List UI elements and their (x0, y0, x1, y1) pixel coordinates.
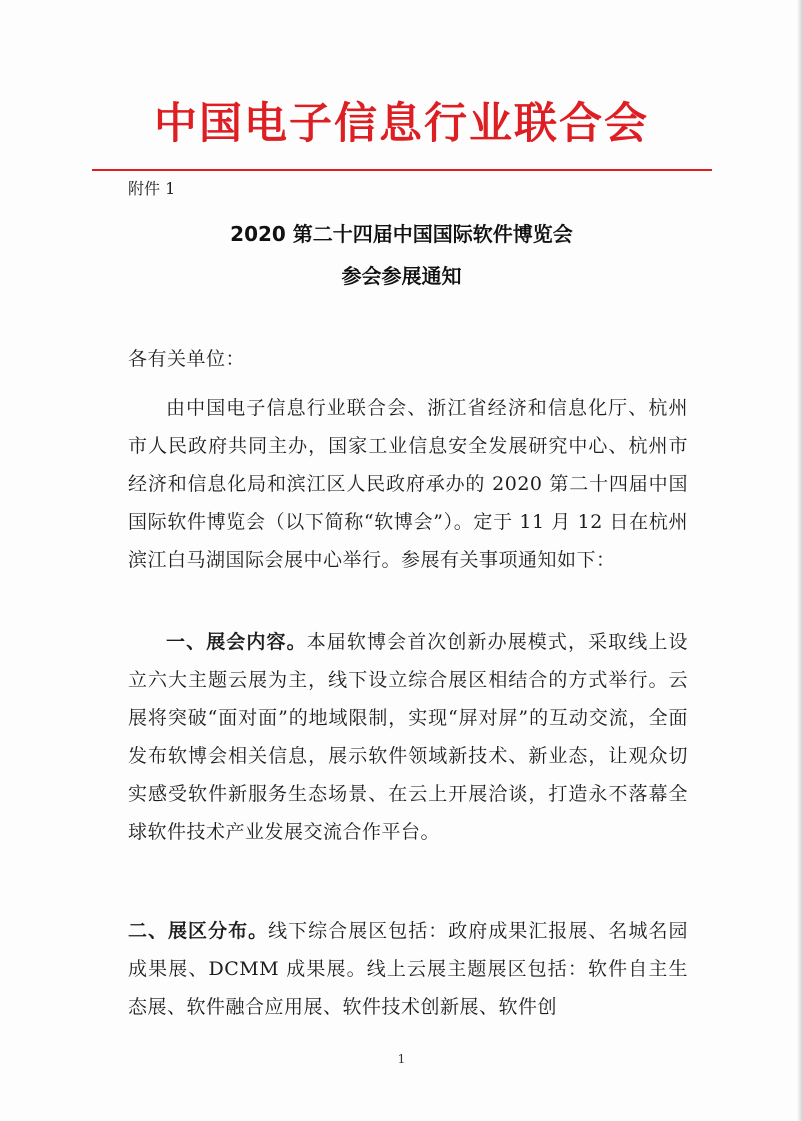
section-body-exhibition-areas: 线下综合展区包括：政府成果汇报展、名城名园成果展、DCMM 成果展。线上云展主题展区包括：软件自主生态展、软件融合应用展、软件技术创新展、软件创 (128, 920, 688, 1018)
attachment-label: 附件 1 (128, 179, 176, 198)
paragraph-exhibition-areas (128, 912, 688, 1026)
section-body-exhibition-content: 本届软博会首次创新办展模式，采取线上设立六大主题云展为主，线下设立综合展区相结合的方式举行。云展将突破“面对面”的地域限制，实现“屏对屏”的互动交流，全面发布软博会相关信息，展示软件领域新技术、新业态，让观众切实感受软件新服务生态场景、在云上开展洽谈，打造永不落幕全球软件技术产业发展交流合作平台。 (128, 631, 688, 843)
section-heading-exhibition-areas: 二、展区分布。 (128, 920, 269, 942)
document-title-line2: 参会参展通知 (341, 264, 462, 288)
paragraph-exhibition-content (128, 623, 688, 851)
organization-letterhead: 中国电子信息行业联合会 (154, 99, 649, 149)
section-heading-exhibition-content: 一、展会内容。 (166, 631, 307, 653)
page-number: 1 (397, 1052, 406, 1066)
salutation: 各有关单位： (128, 348, 246, 370)
letterhead-red-rule (92, 169, 712, 171)
document-title-line1: 2020 第二十四届中国国际软件博览会 (230, 222, 573, 246)
paragraph-intro: 由中国电子信息行业联合会、浙江省经济和信息化厅、杭州市人民政府共同主办，国家工业信息安全发展研究中心、杭州市经济和信息化局和滨江区人民政府承办的 2020 第二十四届中国国际软件博览会（以下简称“软博会”）。定于 11 月 12 日在杭州滨江白马湖国际会展中心举行。参展有关事项通知如下： (128, 397, 688, 571)
